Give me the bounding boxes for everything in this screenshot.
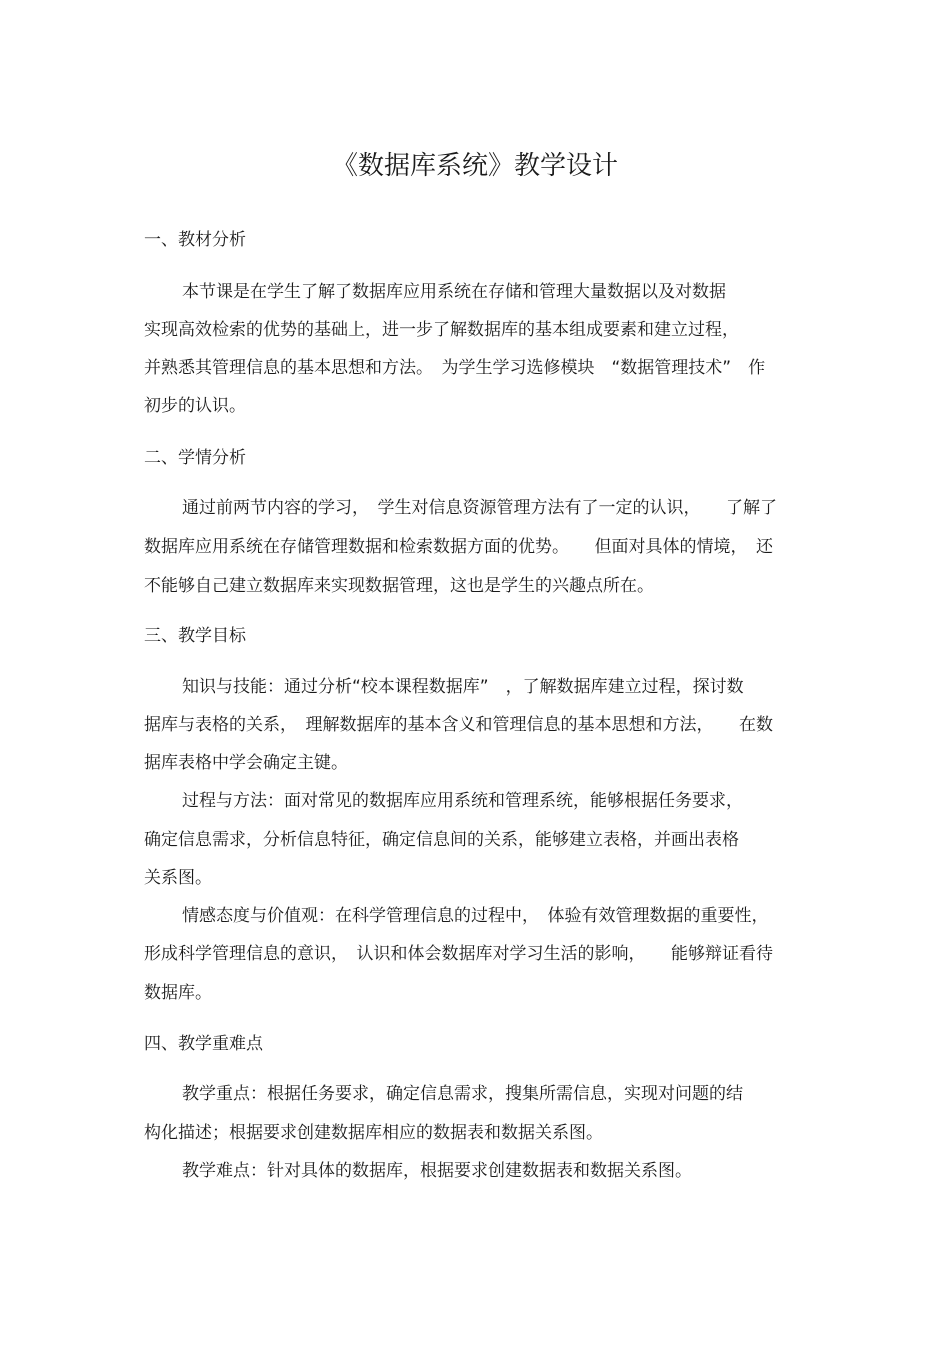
paragraph-line: 据库表格中学会确定主键。 bbox=[144, 753, 348, 773]
section-heading: 三、教学目标 bbox=[144, 626, 246, 646]
paragraph-line: 过程与方法：面对常见的数据库应用系统和管理系统，能够根据任务要求， bbox=[182, 791, 743, 811]
section-heading: 二、学情分析 bbox=[144, 448, 246, 468]
paragraph-line: 教学重点：根据任务要求，确定信息需求，搜集所需信息，实现对问题的结 bbox=[182, 1084, 743, 1104]
paragraph-line: 知识与技能：通过分析“校本课程数据库” ，了解数据库建立过程，探讨数 bbox=[182, 677, 744, 697]
paragraph-line: 本节课是在学生了解了数据库应用系统在存储和管理大量数据以及对数据 bbox=[182, 282, 726, 302]
section-heading: 一、教材分析 bbox=[144, 230, 246, 250]
paragraph-line: 初步的认识。 bbox=[144, 396, 246, 416]
paragraph-line: 确定信息需求，分析信息特征，确定信息间的关系，能够建立表格，并画出表格 bbox=[144, 830, 739, 850]
paragraph-line: 数据库。 bbox=[144, 983, 212, 1003]
paragraph-line: 构化描述；根据要求创建数据库相应的数据表和数据关系图。 bbox=[144, 1123, 603, 1143]
paragraph-line: 教学难点：针对具体的数据库，根据要求创建数据表和数据关系图。 bbox=[182, 1161, 692, 1181]
paragraph-line: 据库与表格的关系， 理解数据库的基本含义和管理信息的基本思想和方法， 在数 bbox=[144, 715, 773, 735]
paragraph-line: 形成科学管理信息的意识， 认识和体会数据库对学习生活的影响， 能够辩证看待 bbox=[144, 944, 773, 964]
paragraph-line: 通过前两节内容的学习， 学生对信息资源管理方法有了一定的认识， 了解了 bbox=[182, 498, 777, 518]
paragraph-line: 并熟悉其管理信息的基本思想和方法。 为学生学习选修模块 “数据管理技术” 作 bbox=[144, 358, 766, 378]
paragraph-line: 实现高效检索的优势的基础上，进一步了解数据库的基本组成要素和建立过程， bbox=[144, 320, 739, 340]
document-title: 《数据库系统》教学设计 bbox=[331, 151, 618, 181]
paragraph-line: 数据库应用系统在存储管理数据和检索数据方面的优势。 但面对具体的情境， 还 bbox=[144, 537, 773, 557]
section-heading: 四、教学重难点 bbox=[144, 1034, 263, 1054]
paragraph-line: 情感态度与价值观：在科学管理信息的过程中， 体验有效管理数据的重要性， bbox=[182, 906, 769, 926]
paragraph-line: 不能够自己建立数据库来实现数据管理，这也是学生的兴趣点所在。 bbox=[144, 576, 654, 596]
paragraph-line: 关系图。 bbox=[144, 868, 212, 888]
